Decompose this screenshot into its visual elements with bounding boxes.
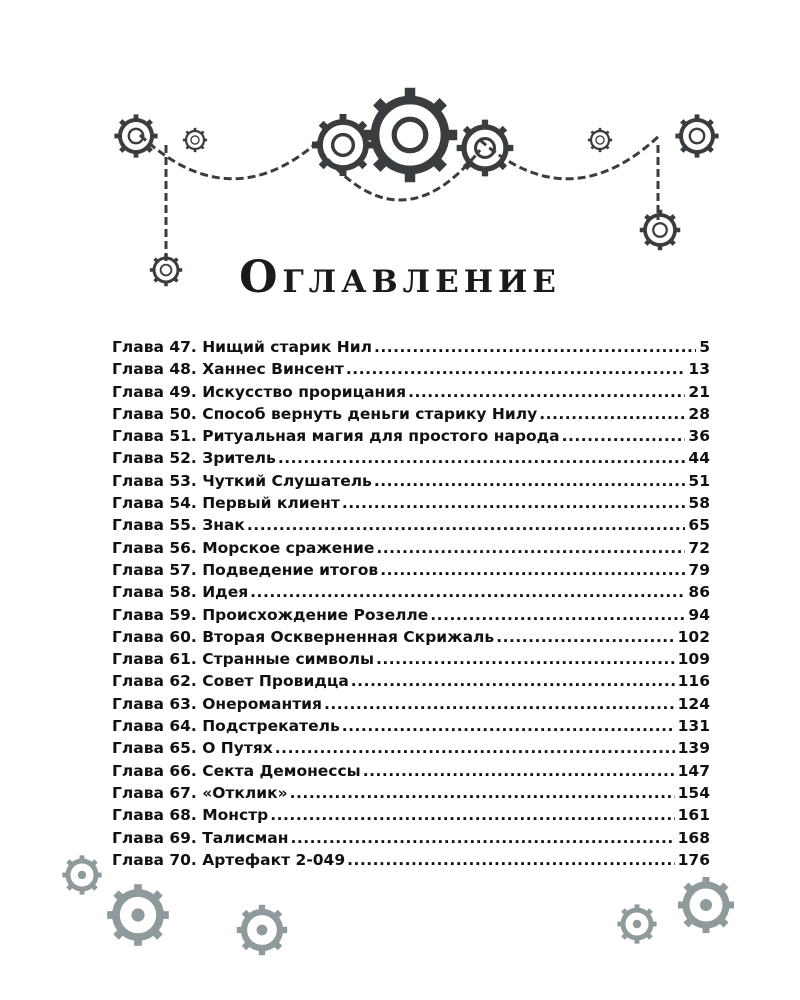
left-end-gear-icon xyxy=(114,114,157,157)
gear-icon xyxy=(678,877,734,933)
toc-entry-page-number: 161 xyxy=(677,806,710,825)
gear-icon xyxy=(617,904,656,943)
toc-entry[interactable] xyxy=(112,581,710,603)
bottom-gears-decoration xyxy=(0,840,800,1000)
gear-icon xyxy=(107,884,169,946)
toc-leader-dots xyxy=(275,737,675,759)
toc-leader-dots xyxy=(278,447,686,469)
toc-entry-page-number: 116 xyxy=(677,672,710,691)
toc-leader-dots xyxy=(351,670,675,692)
toc-entry-title: Глава 69. Талисман xyxy=(112,828,289,847)
toc-entry[interactable] xyxy=(112,358,710,380)
toc-entry-page-number: 86 xyxy=(688,583,710,602)
toc-entry[interactable] xyxy=(112,670,710,692)
toc-entry[interactable] xyxy=(112,715,710,737)
toc-entry-page-number: 21 xyxy=(688,382,710,401)
hanging-right-gear-icon xyxy=(640,210,681,251)
toc-entry-title: Глава 64. Подстрекатель xyxy=(112,717,340,736)
toc-entry[interactable] xyxy=(112,559,710,581)
toc-entry-title: Глава 70. Артефакт 2-049 xyxy=(112,850,346,869)
toc-entry[interactable] xyxy=(112,336,710,358)
toc-entry-title: Глава 54. Первый клиент xyxy=(112,494,340,513)
toc-entry-page-number: 94 xyxy=(688,605,710,624)
left-gear-icon xyxy=(312,114,374,176)
toc-leader-dots xyxy=(430,604,685,626)
toc-entry-title: Глава 49. Искусство прорицания xyxy=(112,382,407,401)
right-end-gear-icon xyxy=(675,114,718,157)
toc-leader-dots xyxy=(346,358,686,380)
toc-leader-dots xyxy=(247,514,686,536)
toc-entry[interactable] xyxy=(112,782,710,804)
toc-entry-title: Глава 53. Чуткий Слушатель xyxy=(112,471,372,490)
toc-entry-page-number: 131 xyxy=(677,717,710,736)
toc-entry[interactable] xyxy=(112,447,710,469)
toc-entry-title: Глава 48. Ханнес Винсент xyxy=(112,360,344,379)
toc-leader-dots xyxy=(363,760,675,782)
toc-entry-title: Глава 61. Странные символы xyxy=(112,650,375,669)
toc-entry-page-number: 36 xyxy=(688,427,710,446)
toc-entry-title: Глава 56. Морское сражение xyxy=(112,538,375,557)
toc-entry-title: Глава 47. Нищий старик Нил xyxy=(112,338,372,356)
toc-leader-dots xyxy=(562,425,686,447)
toc-entry-page-number: 139 xyxy=(677,739,710,758)
toc-leader-dots xyxy=(374,336,696,358)
toc-leader-dots xyxy=(496,626,674,648)
toc-entry-page-number: 58 xyxy=(688,494,710,513)
toc-entry-page-number: 65 xyxy=(688,516,710,535)
toc-entry[interactable] xyxy=(112,737,710,759)
toc-leader-dots xyxy=(324,693,675,715)
page-title: Оглавление xyxy=(239,252,561,303)
toc-leader-dots xyxy=(539,403,685,425)
toc-entry-title: Глава 63. Онеромантия xyxy=(112,694,322,713)
toc-leader-dots xyxy=(250,581,685,603)
toc-entry-title: Глава 51. Ритуальная магия для простого народа xyxy=(112,427,560,446)
toc-leader-dots xyxy=(376,648,675,670)
right-gear-icon xyxy=(457,120,514,177)
toc-entry[interactable] xyxy=(112,492,710,514)
toc-entry-title: Глава 58. Идея xyxy=(112,583,249,602)
toc-leader-dots xyxy=(380,559,685,581)
toc-entry-page-number: 13 xyxy=(688,360,710,379)
gear-icon xyxy=(62,855,101,894)
toc-entry[interactable] xyxy=(112,381,710,403)
toc-entry-title: Глава 62. Совет Провидца xyxy=(112,672,349,691)
center-gear-icon xyxy=(363,88,458,183)
toc-entry-title: Глава 68. Монстр xyxy=(112,806,269,825)
toc-entry-page-number: 51 xyxy=(688,471,710,490)
toc-entry-title: Глава 50. Способ вернуть деньги старику Нилу xyxy=(112,404,538,423)
toc-entry[interactable] xyxy=(112,537,710,559)
toc-entry[interactable] xyxy=(112,403,710,425)
toc-entry-title: Глава 59. Происхождение Розелле xyxy=(112,605,429,624)
toc-entry-title: Глава 65. О Путях xyxy=(112,739,273,758)
toc-entry-title: Глава 67. «Отклик» xyxy=(112,783,288,802)
toc-entry-title: Глава 52. Зритель xyxy=(112,449,276,468)
toc-entry-page-number: 124 xyxy=(677,694,710,713)
toc-entry-page-number: 176 xyxy=(677,850,710,869)
toc-leader-dots xyxy=(290,782,675,804)
toc-leader-dots xyxy=(376,537,685,559)
toc-entry-title: Глава 55. Знак xyxy=(112,516,245,535)
toc-entry[interactable] xyxy=(112,693,710,715)
toc-entry-page-number: 154 xyxy=(677,783,710,802)
toc-entry-page-number: 72 xyxy=(688,538,710,557)
toc-entry-page-number: 28 xyxy=(688,404,710,423)
gear-icon xyxy=(237,905,287,955)
toc-entry-page-number: 5 xyxy=(699,338,710,356)
toc-entry-page-number: 79 xyxy=(688,560,710,579)
toc-entry-page-number: 109 xyxy=(677,650,710,669)
toc-entry[interactable] xyxy=(112,760,710,782)
table-of-contents xyxy=(112,336,710,871)
toc-leader-dots xyxy=(342,492,686,514)
toc-entry[interactable] xyxy=(112,648,710,670)
toc-entry-page-number: 102 xyxy=(677,627,710,646)
toc-entry[interactable] xyxy=(112,470,710,492)
toc-entry[interactable] xyxy=(112,804,710,826)
toc-entry[interactable] xyxy=(112,514,710,536)
toc-entry-page-number: 44 xyxy=(688,449,710,468)
toc-leader-dots xyxy=(408,381,685,403)
toc-leader-dots xyxy=(270,804,674,826)
toc-leader-dots xyxy=(342,715,675,737)
toc-entry-title: Глава 57. Подведение итогов xyxy=(112,560,379,579)
toc-entry-page-number: 147 xyxy=(677,761,710,780)
toc-entry-title: Глава 66. Секта Демонессы xyxy=(112,761,361,780)
toc-entry[interactable] xyxy=(112,425,710,447)
toc-entry[interactable] xyxy=(112,604,710,626)
toc-leader-dots xyxy=(374,470,686,492)
toc-entry-title: Глава 60. Вторая Оскверненная Скрижаль xyxy=(112,627,495,646)
toc-entry[interactable] xyxy=(112,626,710,648)
toc-entry-page-number: 168 xyxy=(677,828,710,847)
